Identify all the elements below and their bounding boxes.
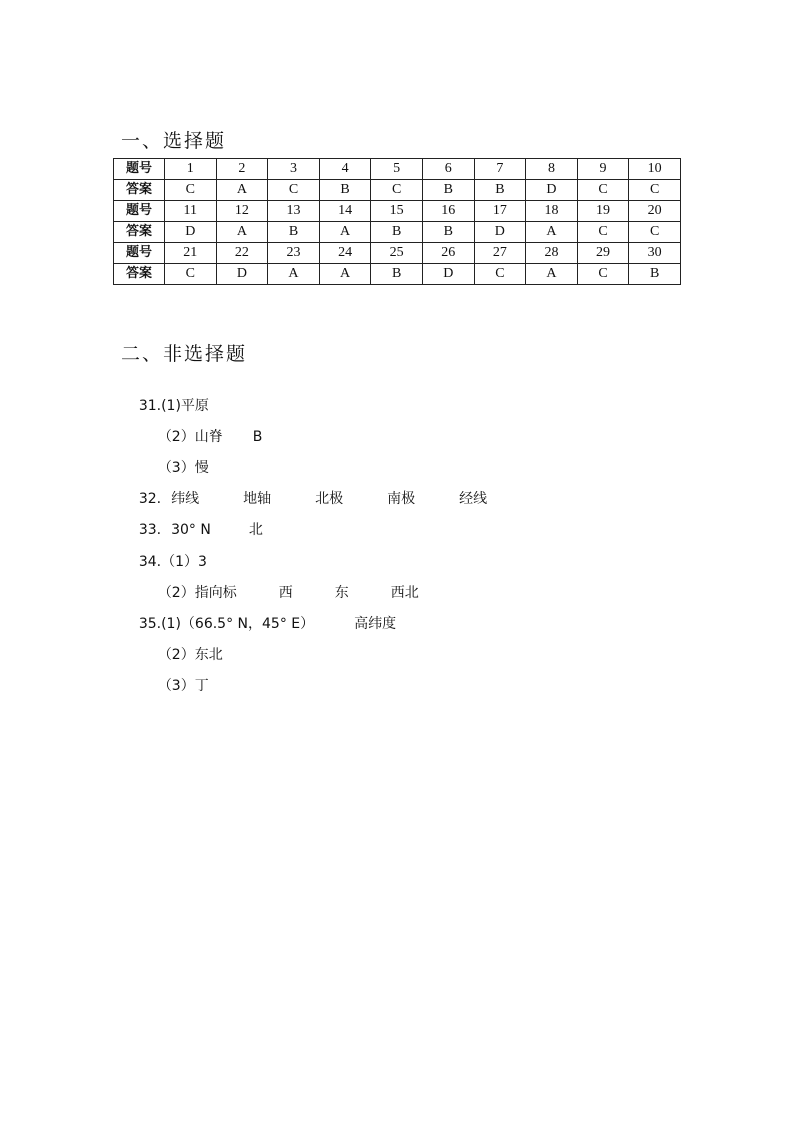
table-cell: 2 xyxy=(216,159,268,180)
table-cell: A xyxy=(319,222,371,243)
table-cell: B xyxy=(371,222,423,243)
section-title-multiple-choice: 一、选择题 xyxy=(121,130,227,152)
row-label: 题号 xyxy=(114,201,165,222)
table-cell: 8 xyxy=(526,159,578,180)
table-cell: D xyxy=(422,264,474,285)
table-cell: C xyxy=(165,180,217,201)
table-cell: 21 xyxy=(165,243,217,264)
table-cell: C xyxy=(577,180,629,201)
table-cell: 18 xyxy=(526,201,578,222)
table-cell: A xyxy=(216,180,268,201)
answer-text: （2）山脊 xyxy=(157,429,223,445)
table-cell: C xyxy=(577,264,629,285)
table-row xyxy=(114,222,681,243)
answer-text: 北 xyxy=(248,522,263,538)
row-label: 答案 xyxy=(114,264,165,285)
table-cell: 4 xyxy=(319,159,371,180)
table-cell: B xyxy=(319,180,371,201)
section-title-free-response: 二、非选择题 xyxy=(121,343,248,365)
table-cell: 5 xyxy=(371,159,423,180)
answer-text: B xyxy=(252,429,263,445)
answer-text: 35.(1)（66.5° N，45° E） xyxy=(138,616,315,632)
table-cell: 3 xyxy=(268,159,320,180)
table-cell: 6 xyxy=(422,159,474,180)
row-label: 题号 xyxy=(114,159,165,180)
answer-text: 北极 xyxy=(315,491,344,507)
answer-text: 纬线 xyxy=(171,491,200,507)
table-cell: B xyxy=(422,222,474,243)
table-cell: C xyxy=(577,222,629,243)
table-cell: D xyxy=(526,180,578,201)
table-cell: C xyxy=(268,180,320,201)
answer-text: （3）丁 xyxy=(157,678,209,694)
table-cell: 26 xyxy=(422,243,474,264)
table-cell: A xyxy=(319,264,371,285)
table-row xyxy=(114,201,681,222)
table-cell: C xyxy=(629,180,681,201)
table-cell: 11 xyxy=(165,201,217,222)
table-cell: 10 xyxy=(629,159,681,180)
table-cell: 30 xyxy=(629,243,681,264)
table-cell: B xyxy=(474,180,526,201)
answer-text: （3）慢 xyxy=(157,460,209,476)
table-cell: 23 xyxy=(268,243,320,264)
table-cell: 9 xyxy=(577,159,629,180)
answer-text: 高纬度 xyxy=(354,616,397,632)
table-cell: C xyxy=(165,264,217,285)
table-cell: D xyxy=(165,222,217,243)
table-cell: 22 xyxy=(216,243,268,264)
table-cell: 20 xyxy=(629,201,681,222)
table-cell: A xyxy=(268,264,320,285)
table-cell: B xyxy=(268,222,320,243)
table-cell: 14 xyxy=(319,201,371,222)
table-cell: 24 xyxy=(319,243,371,264)
table-cell: A xyxy=(526,222,578,243)
answer-text: 31.(1)平原 xyxy=(138,398,209,414)
table-row xyxy=(114,159,681,180)
answer-text: 34.（1）3 xyxy=(138,554,207,570)
answer-text: 南极 xyxy=(387,491,416,507)
table-cell: 15 xyxy=(371,201,423,222)
table-row xyxy=(114,264,681,285)
table-cell: D xyxy=(474,222,526,243)
table-cell: 25 xyxy=(371,243,423,264)
table-cell: C xyxy=(371,180,423,201)
multiple-choice-answer-table xyxy=(113,158,681,285)
table-cell: D xyxy=(216,264,268,285)
table-cell: 7 xyxy=(474,159,526,180)
table-cell: C xyxy=(629,222,681,243)
question-number: 32. xyxy=(138,491,162,507)
row-label: 答案 xyxy=(114,222,165,243)
table-cell: 28 xyxy=(526,243,578,264)
table-cell: A xyxy=(526,264,578,285)
table-cell: B xyxy=(629,264,681,285)
table-row xyxy=(114,180,681,201)
answer-text: （2）东北 xyxy=(157,647,223,663)
q35-part3 xyxy=(140,659,209,713)
answer-text: 地轴 xyxy=(243,491,272,507)
answer-text: 西北 xyxy=(390,585,419,601)
table-cell: 17 xyxy=(474,201,526,222)
table-row xyxy=(114,243,681,264)
question-number: 33. xyxy=(138,522,162,538)
row-label: 题号 xyxy=(114,243,165,264)
table-cell: 29 xyxy=(577,243,629,264)
table-cell: 12 xyxy=(216,201,268,222)
table-cell: C xyxy=(474,264,526,285)
table-cell: B xyxy=(422,180,474,201)
table-cell: B xyxy=(371,264,423,285)
table-cell: 16 xyxy=(422,201,474,222)
table-cell: 1 xyxy=(165,159,217,180)
table-cell: 13 xyxy=(268,201,320,222)
answer-text: 经线 xyxy=(459,491,488,507)
row-label: 答案 xyxy=(114,180,165,201)
table-cell: A xyxy=(216,222,268,243)
answer-text: （2）指向标 xyxy=(157,585,237,601)
answer-text: 30° N xyxy=(171,522,211,538)
answer-text: 西 xyxy=(278,585,293,601)
table-cell: 27 xyxy=(474,243,526,264)
table-cell: 19 xyxy=(577,201,629,222)
answer-text: 东 xyxy=(334,585,349,601)
